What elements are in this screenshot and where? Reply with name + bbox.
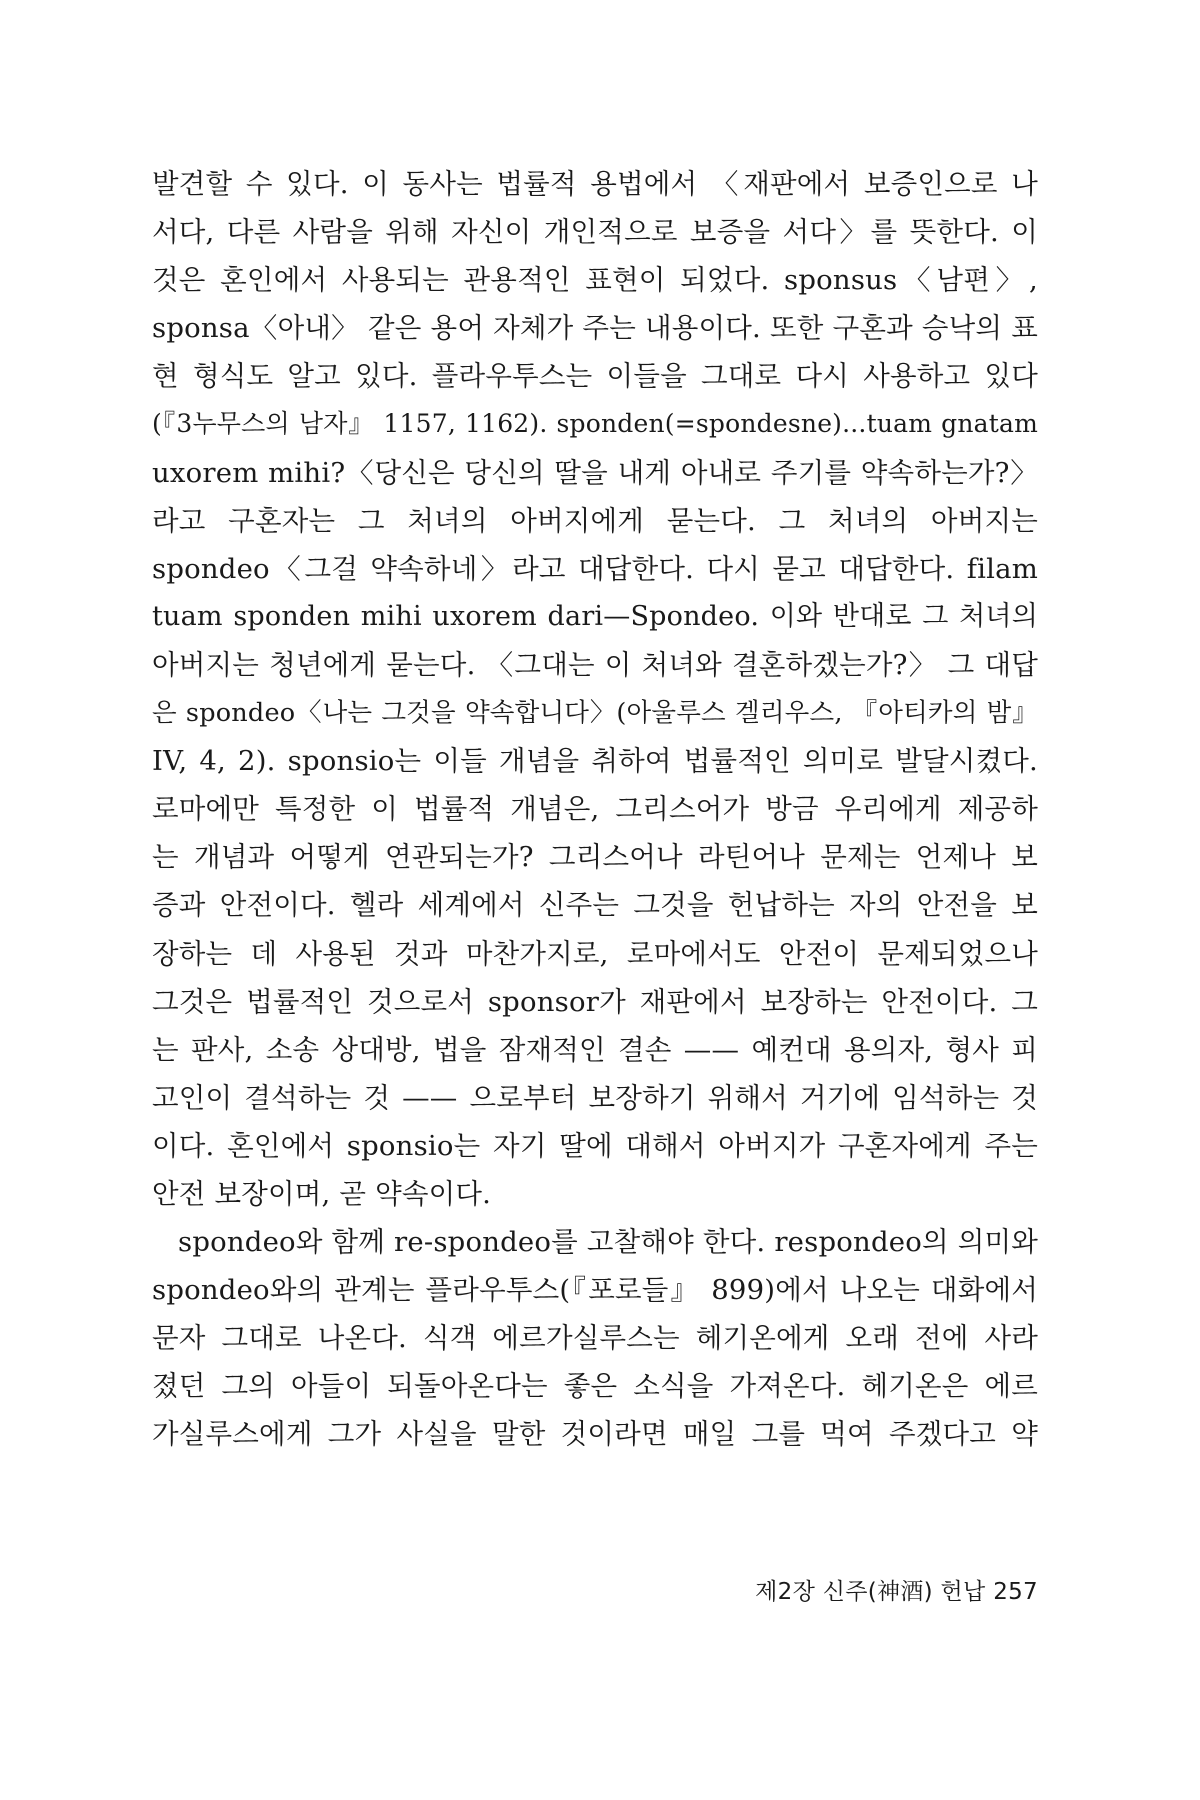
text-line: 서다, 다른 사람을 위해 자신이 개인적으로 보증을 서다〉를 뜻한다. 이 [152, 216, 1038, 249]
text-line: tuam sponden mihi uxorem dari—Spondeo. 이와 반대로 그 처녀의 [152, 600, 1038, 632]
paragraph-1 [152, 160, 1038, 1218]
text-line: 현 형식도 알고 있다. 플라우투스는 이들을 그대로 다시 사용하고 있다 [152, 360, 1038, 393]
text-line: (『3누무스의 남자』 1157, 1162). sponden(=spondesne)...tuam gnatam [152, 409, 1038, 439]
text-line: sponsa〈아내〉 같은 용어 자체가 주는 내용이다. 또한 구혼과 승낙의 표 [152, 312, 1038, 345]
text-line: 안전 보장이며, 곧 약속이다. [152, 1177, 492, 1210]
text-line: 로마에만 특정한 이 법률적 개념은, 그리스어가 방금 우리에게 제공하 [152, 793, 1038, 826]
text-line: 는 판사, 소송 상대방, 법을 잠재적인 결손 —— 예컨대 용의자, 형사 피 [152, 1033, 1038, 1066]
text-line: IV, 4, 2). sponsio는 이들 개념을 취하여 법률적인 의미로 발달시켰다. [152, 745, 1038, 778]
page-number: 257 [993, 1579, 1038, 1605]
running-head: 제2장 신주(神酒) 헌납 [755, 1579, 986, 1605]
text-line: 졌던 그의 아들이 되돌아온다는 좋은 소식을 가져온다. 헤기온은 에르 [152, 1370, 1038, 1403]
text-line: 발견할 수 있다. 이 동사는 법률적 용법에서 〈재판에서 보증인으로 나 [152, 168, 1038, 200]
text-line: uxorem mihi?〈당신은 당신의 딸을 내게 아내로 주기를 약속하는가?〉 [152, 456, 1038, 489]
text-line: 아버지는 청년에게 묻는다. 〈그대는 이 처녀와 결혼하겠는가?〉 그 대답 [152, 648, 1038, 681]
text-line: 라고 구혼자는 그 처녀의 아버지에게 묻는다. 그 처녀의 아버지는 [152, 504, 1038, 537]
text-line: 그것은 법률적인 것으로서 sponsor가 재판에서 보장하는 안전이다. 그 [152, 985, 1038, 1018]
text-line: spondeo와의 관계는 플라우투스(『포로들』 899)에서 나오는 대화에서 [152, 1274, 1038, 1307]
text-line: 이다. 혼인에서 sponsio는 자기 딸에 대해서 아버지가 구혼자에게 주는 [152, 1129, 1038, 1162]
page-footer [755, 1573, 1038, 1606]
text-line: 고인이 결석하는 것 —— 으로부터 보장하기 위해서 거기에 임석하는 것 [152, 1081, 1038, 1114]
text-line: 는 개념과 어떻게 연관되는가? 그리스어나 라틴어나 문제는 언제나 보 [152, 841, 1038, 874]
text-line: spondeo와 함께 re-spondeo를 고찰해야 한다. respondeo의 의미와 [178, 1226, 1038, 1259]
text-line: 은 spondeo〈나는 그것을 약속합니다〉(아울루스 겔리우스, 『아티카의 밤』 [152, 698, 1038, 729]
text-line: 것은 혼인에서 사용되는 관용적인 표현이 되었다. sponsus〈남편〉, [152, 264, 1038, 297]
text-line: 가실루스에게 그가 사실을 말한 것이라면 매일 그를 먹여 주겠다고 약 [152, 1418, 1038, 1451]
text-line: 장하는 데 사용된 것과 마찬가지로, 로마에서도 안전이 문제되었으나 [152, 937, 1038, 970]
text-line: spondeo〈그걸 약속하네〉라고 대답한다. 다시 묻고 대답한다. filam [152, 552, 1038, 585]
text-line: 문자 그대로 나온다. 식객 에르가실루스는 헤기온에게 오래 전에 사라 [152, 1322, 1038, 1355]
text-line: 증과 안전이다. 헬라 세계에서 신주는 그것을 헌납하는 자의 안전을 보 [152, 889, 1038, 922]
paragraph-2 [152, 1218, 1038, 1458]
body-text [152, 160, 1038, 1459]
